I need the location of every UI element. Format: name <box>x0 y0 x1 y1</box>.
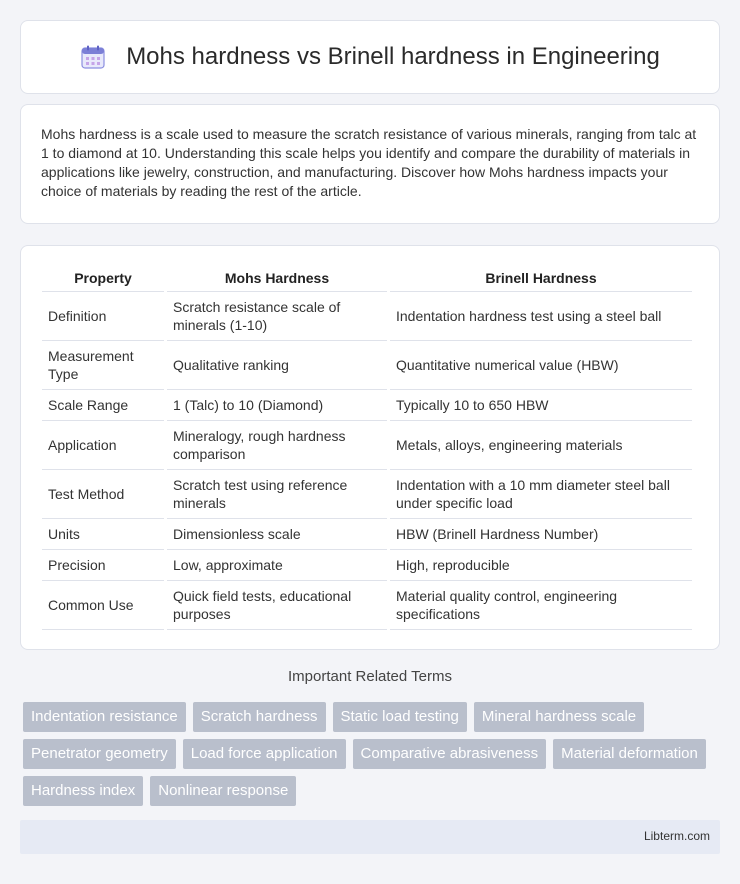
table-cell: Application <box>42 421 164 470</box>
footer <box>20 820 720 854</box>
table-row <box>42 341 692 390</box>
table-row <box>42 292 692 341</box>
related-term-tag[interactable]: Static load testing <box>333 702 467 732</box>
table-cell: HBW (Brinell Hardness Number) <box>390 519 692 550</box>
table-cell: Scale Range <box>42 390 164 421</box>
table-cell: Metals, alloys, engineering materials <box>390 421 692 470</box>
intro-card <box>20 104 720 224</box>
table-cell: Definition <box>42 292 164 341</box>
related-term-tag[interactable]: Scratch hardness <box>193 702 326 732</box>
table-cell: Scratch resistance scale of minerals (1-10) <box>167 292 387 341</box>
intro-text: Mohs hardness is a scale used to measure the scratch resistance of various minerals, ranging from talc at 1 to diamond at 10. Understanding this scale helps you identify and compare the durability of materials in applications like jewelry, construction, and manufacturing. Discover how Mohs hardness impacts your choice of materials by reading the rest of the article. <box>41 126 697 199</box>
header-card <box>20 20 720 94</box>
related-terms-title: Important Related Terms <box>288 668 452 685</box>
related-term-tag[interactable]: Mineral hardness scale <box>474 702 644 732</box>
table-row <box>42 470 692 519</box>
related-term-tag[interactable]: Material deformation <box>553 739 706 769</box>
table-cell: 1 (Talc) to 10 (Diamond) <box>167 390 387 421</box>
column-header: Property <box>42 264 164 292</box>
table-cell: Precision <box>42 550 164 581</box>
table-cell: Dimensionless scale <box>167 519 387 550</box>
table-row <box>42 421 692 470</box>
table-cell: Material quality control, engineering specifications <box>390 581 692 630</box>
calendar-icon <box>80 44 106 70</box>
table-cell: Test Method <box>42 470 164 519</box>
footer-site-link[interactable]: Libterm.com <box>643 829 710 843</box>
related-term-tag[interactable]: Comparative abrasiveness <box>353 739 547 769</box>
table-cell: Common Use <box>42 581 164 630</box>
related-term-tag[interactable]: Load force application <box>183 739 346 769</box>
table-row <box>42 519 692 550</box>
table-row <box>42 581 692 630</box>
page-title: Mohs hardness vs Brinell hardness in Engineering <box>126 43 660 70</box>
related-term-tag[interactable]: Hardness index <box>23 776 143 806</box>
table-cell: High, reproducible <box>390 550 692 581</box>
table-row <box>42 390 692 421</box>
table-row <box>42 550 692 581</box>
column-header: Mohs Hardness <box>167 264 387 292</box>
table-cell: Indentation hardness test using a steel ball <box>390 292 692 341</box>
related-term-tag[interactable]: Penetrator geometry <box>23 739 176 769</box>
related-term-tag[interactable]: Nonlinear response <box>150 776 296 806</box>
table-header-row <box>42 264 692 292</box>
comparison-card <box>20 245 720 650</box>
table-cell: Units <box>42 519 164 550</box>
table-cell: Measurement Type <box>42 341 164 390</box>
related-terms-list <box>23 702 723 806</box>
table-cell: Typically 10 to 650 HBW <box>390 390 692 421</box>
table-cell: Quantitative numerical value (HBW) <box>390 341 692 390</box>
table-cell: Quick field tests, educational purposes <box>167 581 387 630</box>
column-header: Brinell Hardness <box>390 264 692 292</box>
related-term-tag[interactable]: Indentation resistance <box>23 702 186 732</box>
comparison-table <box>39 264 695 630</box>
table-cell: Qualitative ranking <box>167 341 387 390</box>
table-cell: Indentation with a 10 mm diameter steel ball under specific load <box>390 470 692 519</box>
table-cell: Mineralogy, rough hardness comparison <box>167 421 387 470</box>
table-cell: Low, approximate <box>167 550 387 581</box>
table-cell: Scratch test using reference minerals <box>167 470 387 519</box>
